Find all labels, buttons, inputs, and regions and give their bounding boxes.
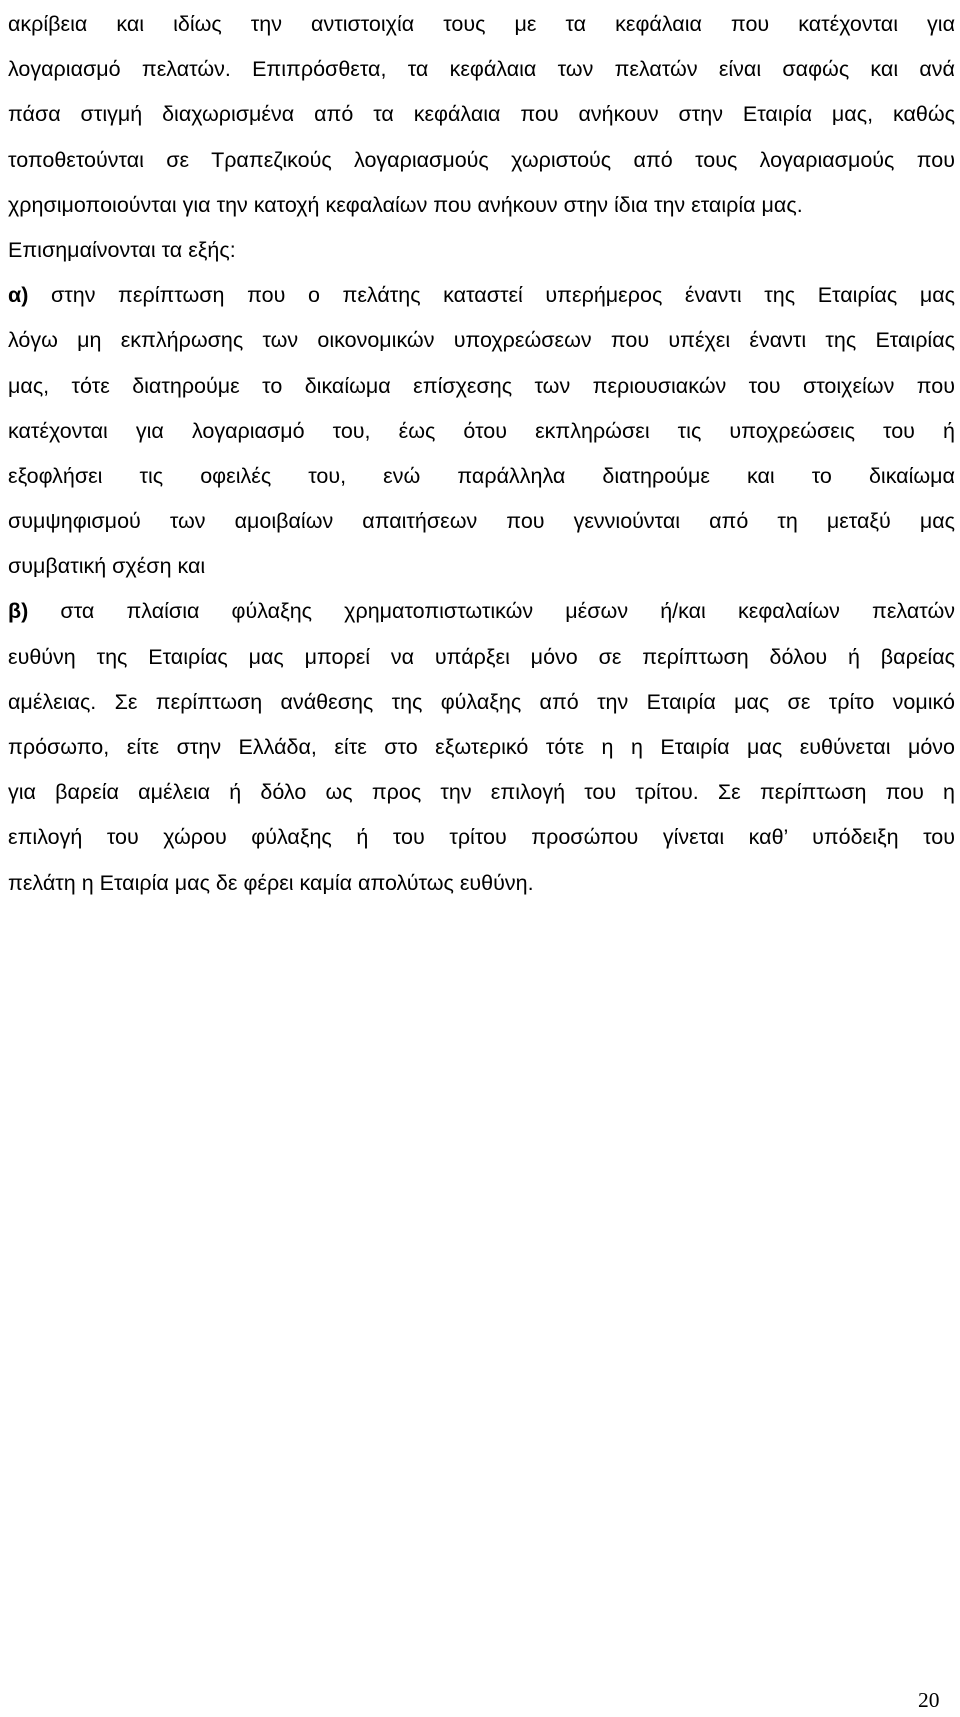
text-line: Επισημαίνονται τα εξής: [8, 237, 236, 262]
page-number: 20 [918, 1688, 940, 1712]
text-line: πάσα στιγμή διαχωρισμένα από τα κεφάλαια που ανήκουν στην Εταιρία μας, καθώς [8, 102, 955, 127]
body-text [8, 2, 955, 906]
item-a-line: συμψηφισμού των αμοιβαίων απαιτήσεων που γεννιούνται από τη μεταξύ μας [8, 509, 955, 534]
item-a-first-text: στην περίπτωση που ο πελάτης καταστεί υπερήμερος έναντι της Εταιρίας μας [28, 283, 955, 308]
item-b-first-line [8, 589, 955, 634]
item-b-line: επιλογή του χώρου φύλαξης ή του τρίτου προσώπου γίνεται καθ’ υπόδειξη του [8, 825, 955, 850]
item-a-line: συμβατική σχέση και [8, 554, 206, 579]
item-b-first-text: στα πλαίσια φύλαξης χρηματοπιστωτικών μέσων ή/και κεφαλαίων πελατών [28, 599, 955, 624]
item-a-label: α) [8, 283, 29, 308]
item-a-line: εξοφλήσει τις οφειλές του, ενώ παράλληλα διατηρούμε και το δικαίωμα [8, 463, 955, 488]
item-a-line: κατέχονται για λογαριασμό του, έως ότου εκπληρώσει τις υποχρεώσεις του ή [8, 418, 955, 443]
item-b-label: β) [8, 599, 29, 624]
text-line: ακρίβεια και ιδίως την αντιστοιχία τους με τα κεφάλαια που κατέχονται για [8, 12, 955, 36]
item-b-line: πελάτη η Εταιρία μας δε φέρει καμία απολύτως ευθύνη. [8, 870, 534, 895]
item-a-first-line [8, 273, 955, 318]
text-line: χρησιμοποιούνται για την κατοχή κεφαλαίων που ανήκουν στην ίδια την εταιρία μας. [8, 192, 803, 217]
text-line: λογαριασμό πελατών. Επιπρόσθετα, τα κεφάλαια των πελατών είναι σαφώς και ανά [8, 57, 955, 82]
item-b-line: ευθύνη της Εταιρίας μας μπορεί να υπάρξει μόνο σε περίπτωση δόλου ή βαρείας [8, 644, 955, 669]
item-b-line: πρόσωπο, είτε στην Ελλάδα, είτε στο εξωτερικό τότε η η Εταιρία μας ευθύνεται μόνο [8, 735, 955, 759]
item-b-line: αμέλειας. Σε περίπτωση ανάθεσης της φύλαξης από την Εταιρία μας σε τρίτο νομικό [8, 689, 955, 714]
item-a-line: λόγω μη εκπλήρωσης των οικονομικών υποχρεώσεων που υπέχει έναντι της Εταιρίας [8, 328, 955, 353]
text-line: τοποθετούνται σε Τραπεζικούς λογαριασμούς χωριστούς από τους λογαριασμούς που [8, 147, 955, 172]
item-a-line: μας, τότε διατηρούμε το δικαίωμα επίσχεσης των περιουσιακών του στοιχείων που [8, 373, 955, 398]
item-b-line: για βαρεία αμέλεια ή δόλο ως προς την επιλογή του τρίτου. Σε περίπτωση που η [8, 780, 955, 805]
